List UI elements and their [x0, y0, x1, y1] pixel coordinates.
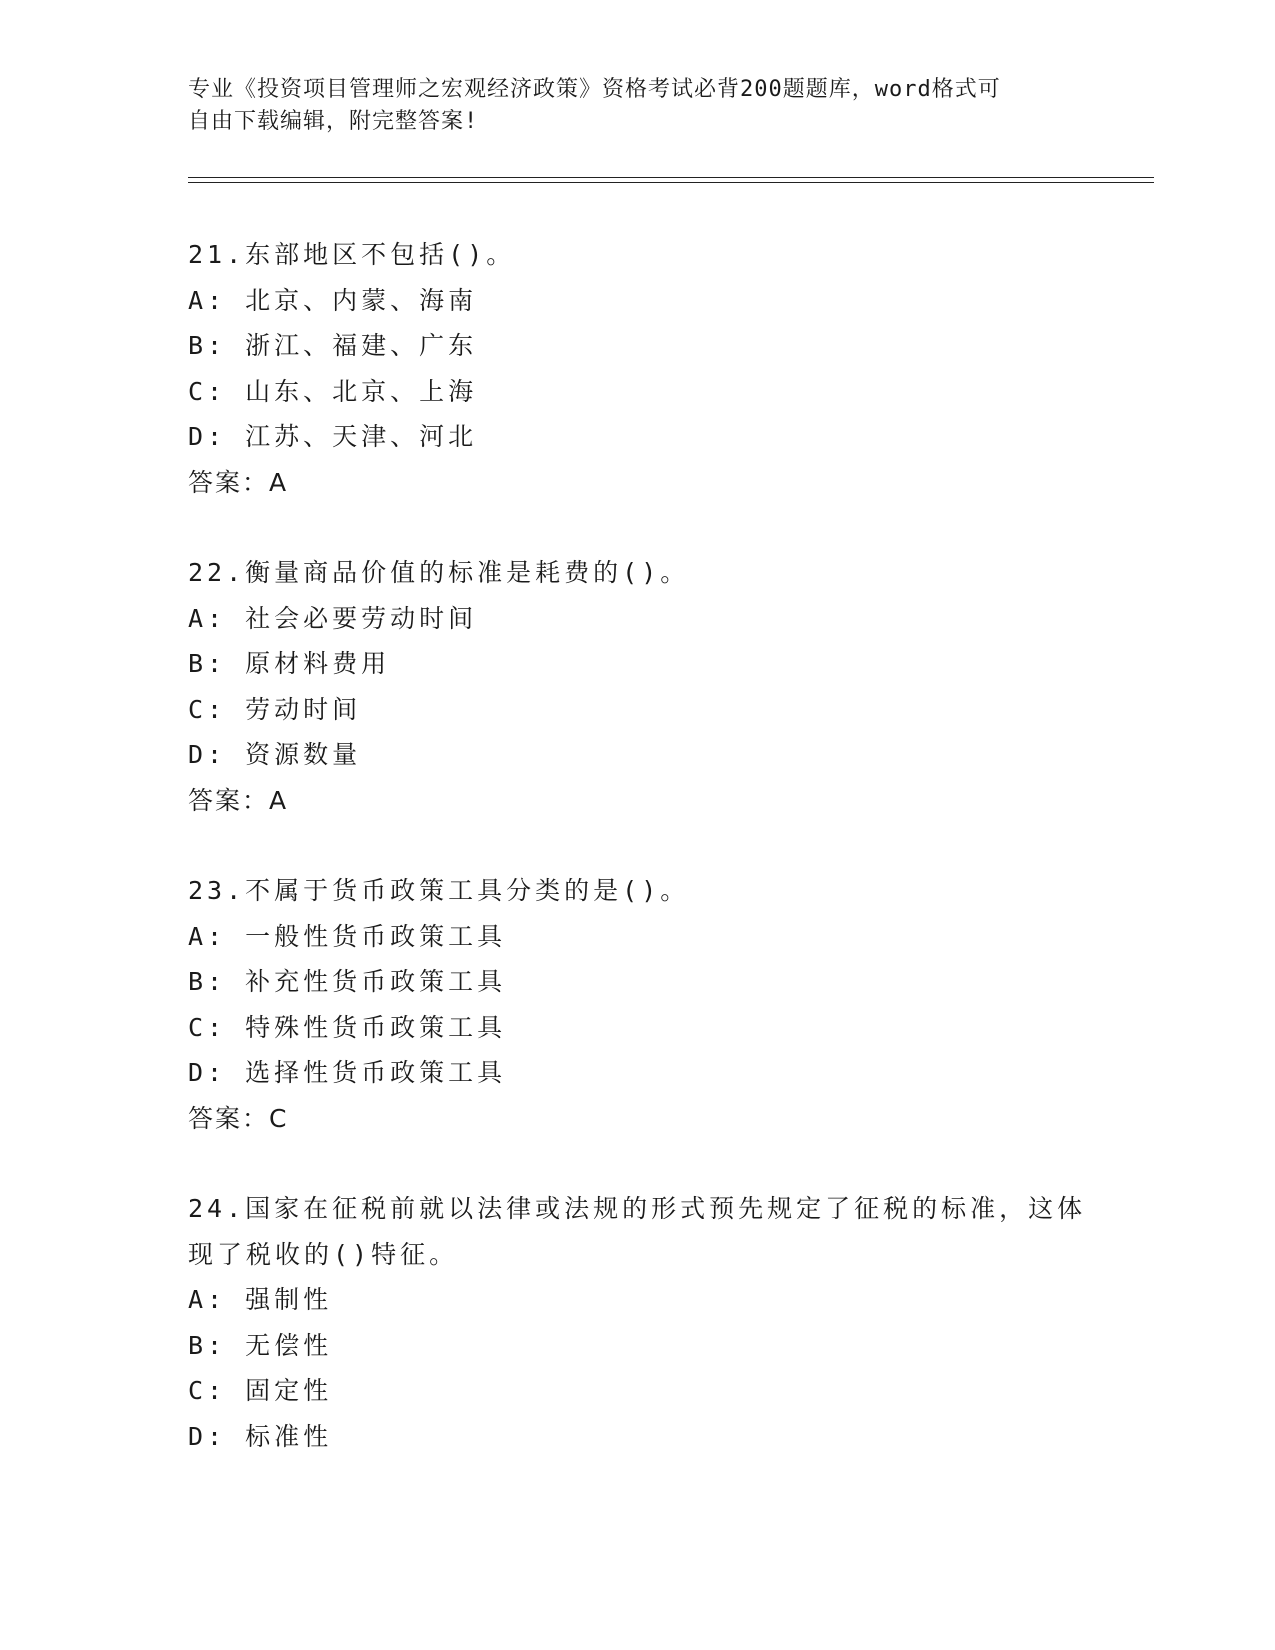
option-a: A: 北京、内蒙、海南: [188, 285, 478, 315]
header-line-1: 专业《投资项目管理师之宏观经济政策》资格考试必背200题题库，word格式可: [188, 77, 1001, 102]
option-c: C: 山东、北京、上海: [188, 376, 478, 406]
option-c: C: 固定性: [188, 1376, 333, 1405]
header-divider-top: [188, 177, 1154, 178]
answer: 答案：C: [188, 1103, 289, 1133]
answer: 答案：A: [188, 785, 289, 815]
question-24: [188, 1186, 1088, 1459]
option-a: A: 社会必要劳动时间: [188, 603, 478, 633]
option-b: B: 补充性货币政策工具: [188, 967, 507, 996]
header-line-2: 自由下载编辑，附完整答案!: [188, 109, 479, 134]
option-d: D: 标准性: [188, 1421, 333, 1451]
question-22: [188, 550, 1088, 823]
question-23: [188, 868, 1088, 1141]
question-stem: 21.东部地区不包括()。: [188, 240, 516, 269]
question-stem: 22.衡量商品价值的标准是耗费的()。: [188, 558, 690, 587]
question-stem: 24.国家在征税前就以法律或法规的形式预先规定了征税的标准，这体: [188, 1194, 1087, 1223]
option-b: B: 原材料费用: [188, 649, 391, 678]
option-d: D: 江苏、天津、河北: [188, 422, 478, 451]
option-c: C: 劳动时间: [188, 694, 362, 724]
option-a: A: 强制性: [188, 1285, 333, 1314]
answer: 答案：A: [188, 467, 289, 497]
header-divider-bottom: [188, 182, 1154, 183]
question-21: [188, 232, 1088, 505]
question-stem-continued: 现了税收的()特征。: [188, 1239, 459, 1269]
option-d: D: 选择性货币政策工具: [188, 1058, 507, 1087]
question-stem: 23.不属于货币政策工具分类的是()。: [188, 876, 690, 905]
option-d: D: 资源数量: [188, 740, 362, 769]
document-header: [188, 74, 1088, 138]
option-a: A: 一般性货币政策工具: [188, 921, 507, 951]
option-c: C: 特殊性货币政策工具: [188, 1012, 507, 1042]
question-list: [188, 232, 1088, 1504]
option-b: B: 无偿性: [188, 1330, 333, 1360]
option-b: B: 浙江、福建、广东: [188, 331, 478, 360]
